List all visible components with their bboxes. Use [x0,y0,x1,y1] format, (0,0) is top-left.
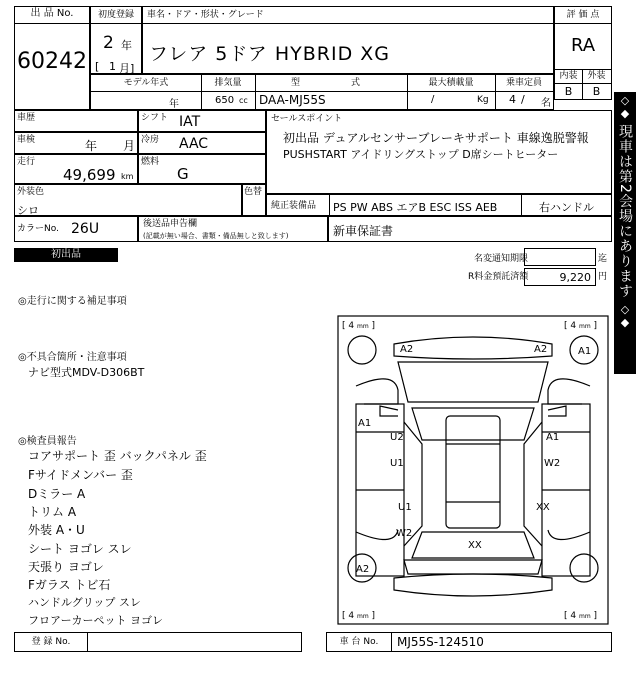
capacity-unit: 名 [541,98,551,109]
damage-mark: A2 [356,564,370,575]
damage-mark: U1 [398,502,412,513]
color-no-cell [14,216,138,242]
mileage-unit: km [121,172,134,181]
tire-bottom-left-label: [ 4 mm ] [342,611,376,621]
interior-label: 内装 [559,71,578,81]
recycle-unit: 円 [598,272,608,282]
lot-no-box [14,6,90,110]
driving-notes-label: ◎走行に関する補足事項 [18,296,127,307]
lot-no-label: 出 品 No. [30,8,74,19]
inspector-item: シート ヨゴレ スレ [28,542,132,556]
recycle-label: R料金預託済額 [468,272,529,282]
rating-box [554,6,612,100]
recycle-value: 9,220 [559,271,591,284]
exterior-color-label: 外装色 [17,187,45,197]
inspector-item: Fガラス トビ石 [28,578,111,592]
ac-label: 冷房 [141,135,160,145]
aftermarket-label: 後送品申告欄 [143,219,198,229]
damage-mark: A1 [546,432,560,443]
inspector-item: フロアーカーペット ヨゴレ [28,614,163,627]
tire-top-right-label: [ 4 mm ] [564,321,598,331]
tire-bottom-right-label: [ 4 mm ] [564,611,598,621]
damage-mark: W2 [544,458,561,469]
first-reg-year: 2 [103,33,114,53]
first-listing-text: 初出品 [51,249,81,260]
registration-no-box [14,632,302,652]
first-reg-month: 1 [109,60,116,73]
inspector-label: ◎検査員報告 [18,436,77,447]
warranty-value: 新車保証書 [333,224,394,238]
side-banner-top-marks: ◇◆ [618,94,632,120]
rating-score: RA [570,35,596,56]
color-no-value: 26U [71,221,100,237]
first-reg-year-unit: 年 [121,39,132,52]
capacity: 4 [509,93,516,106]
damage-mark: U1 [390,458,404,469]
equipment-list: PS PW ABS エアB ESC ISS AEB [333,201,498,214]
side-banner [614,92,636,374]
damage-mark: W2 [396,528,413,539]
ac-cell [138,132,266,154]
first-listing-badge [14,248,118,262]
sales-point-line1: 初出品 デュアルセンサーブレーキサポート 車線逸脱警報 [283,131,589,145]
displacement-unit: cc [239,96,248,105]
exterior-grade: B [592,85,601,98]
history-cell [14,110,138,132]
inspector-item: 天張り ヨゴレ [28,560,104,574]
registration-no-label: 登 録 No. [31,637,71,647]
inspector-item: トリム A [28,505,77,519]
displacement: 650 [215,95,235,106]
inspection-month-unit: 月 [123,139,136,153]
inspector-item: 外装 A・U [28,523,85,537]
side-banner-text: 現車は第2会場にあります [617,124,633,299]
name-change-label: 名変通知期限 [474,254,529,264]
sales-point-box [266,110,612,194]
exterior-color-value: シロ [17,204,39,217]
capacity-label: 乗車定員 [505,78,542,88]
name-change-unit: 迄 [598,254,608,264]
car-name-box [142,6,554,74]
mileage-cell [14,154,138,184]
inspection-year-unit: 年 [85,139,98,153]
recycle-box [524,268,596,286]
type-value: DAA-MJ55S [259,93,326,107]
damage-mark: A2 [534,344,548,355]
name-change-box [524,248,596,266]
ac-value: AAC [179,136,209,152]
aftermarket-note: (記載が無い場合、書類・備品無しと致します) [143,232,289,240]
color-change-label: 色替 [244,187,263,197]
fuel-label: 燃料 [141,157,160,167]
type-label: 型 [291,78,301,88]
first-reg-label: 初度登録 [97,10,134,20]
first-registration-box [90,6,142,74]
inspector-item: コアサポート 歪 バックパネル 歪 [28,449,207,463]
chassis-no: MJ55S-124510 [397,635,484,649]
color-change-cell [242,184,266,216]
car-damage-diagram [334,312,612,630]
tire-top-left-label: [ 4 mm ] [342,321,376,331]
defects-label: ◎不具合箇所・注意事項 [18,352,127,363]
damage-mark: XX [536,502,550,513]
inspection-label: 車検 [17,135,36,145]
interior-grade: B [564,85,573,98]
aftermarket-cell [138,216,328,242]
chassis-no-label: 車 台 No. [339,637,379,647]
model-year-label: モデル年式 [123,78,169,88]
mileage-value: 49,699 [63,166,116,184]
displacement-label: 排気量 [214,78,242,88]
model-row [90,74,554,110]
equipment-row [266,194,612,216]
exterior-color-cell [14,184,242,216]
inspection-cell [14,132,138,154]
max-load-slash: / [431,94,435,105]
inspector-item: ハンドルグリップ スレ [28,596,141,609]
damage-mark: A2 [400,344,414,355]
handle-value: 右ハンドル [539,201,594,214]
shift-cell [138,110,266,132]
damage-mark: XX [468,540,482,551]
first-reg-month-unit: 月] [119,62,135,75]
side-banner-bottom-marks: ◇◆ [618,302,632,329]
color-no-label: カラーNo. [17,224,59,234]
exterior-label: 外装 [587,71,606,81]
rating-label: 評 価 点 [566,10,600,20]
damage-mark: U2 [390,432,404,443]
fuel-value: G [177,165,189,183]
history-label: 車歴 [17,113,36,123]
sales-point-label: セールスポイント [271,114,343,124]
shift-label: シフト [141,113,169,123]
model-year-unit: 年 [169,99,179,110]
warranty-cell [328,216,612,242]
fuel-cell [138,154,266,184]
car-name-label: 車名・ドア・形状・グレード [147,10,264,20]
lot-no: 60242 [17,49,87,74]
max-load-label: 最大積載量 [428,78,474,88]
capacity-slash: / [521,93,525,106]
car-name: フレア 5ドア HYBRID XG [149,43,390,65]
shift-value: IAT [179,114,201,130]
chassis-no-box [326,632,612,652]
defects-item: ナビ型式MDV-D306BT [28,366,145,379]
max-load-unit: Kg [477,95,489,105]
type-label2: 式 [351,78,361,88]
inspector-item: Fサイドメンバー 歪 [28,468,133,482]
inspector-item: Dミラー A [28,487,86,501]
damage-mark: A1 [578,346,592,357]
sales-point-line2: PUSHSTART アイドリングストップ D席シートヒーター [283,148,559,161]
first-reg-month-open: [ [95,60,100,73]
damage-mark: A1 [358,418,372,429]
mileage-label: 走行 [17,157,36,167]
equipment-label: 純正装備品 [271,201,317,211]
